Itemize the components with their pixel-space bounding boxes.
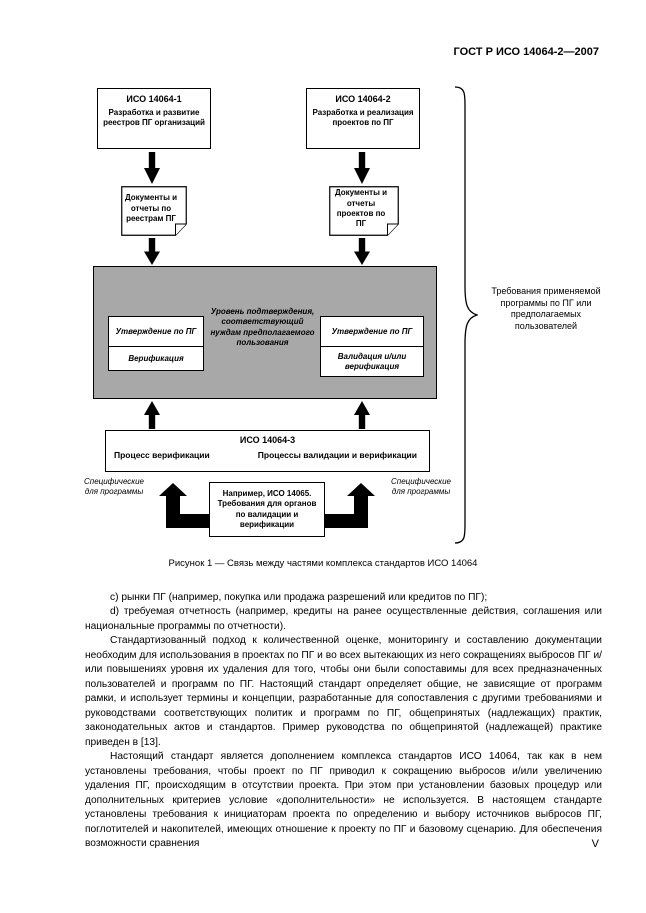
box-iso-14064-3-title: ИСО 14064-3 (239, 435, 296, 445)
assertion-box-left-top: Утверждение по ПГ (108, 316, 204, 347)
figure-caption: Рисунок 1 — Связь между частями комплекса стандартов ИСО 14064 (168, 558, 478, 569)
box-iso-14064-3 (105, 430, 430, 472)
body-text (85, 591, 602, 852)
down-arrow-icon (354, 152, 370, 184)
program-requirements-label: Требования применяемой программы по ПГ или предполагаемых пользователей (491, 286, 601, 332)
page-header: ГОСТ Р ИСО 14064-2—2007 (453, 46, 599, 58)
box-iso-14064-2 (306, 88, 420, 149)
assertion-box-right-top: Утверждение по ПГ (320, 316, 424, 347)
documents-right-label: Документы и отчеты проектов по ПГ (334, 188, 388, 229)
documents-shape-right (329, 186, 399, 236)
list-item-d: d) требуемая отчетность (например, кредиты на ранее осуществленные действия, соглашения или национальные программы по отчетности). (85, 606, 602, 632)
documents-left-label: Документы и отчеты по реестрам ПГ (124, 193, 178, 224)
paragraph-1: Стандартизованный подход к количественной оценке, мониторингу и составлению документации необходим для использования в проектах по ПГ и во всех вытекающих из него сокращениях выбросов ПГ и/или повышениях уровня их удаления для того, чтобы они были сопоставимы для всех предназначенных пользователей и программ по ПГ. Настоящий стандарт определяет общие, не зависящие от программ рамки, и использует термины и концепции, разработанные для сопоставления с другими требованиями и руководствами соответствующих политик и программ по ПГ, общепринятых (надлежащих) практик, законодательных актов и стандартов. Пример руководства по общепринятой (надлежащей) практике приведен в [13]. (85, 635, 602, 748)
program-specific-label-right: Специфические для программы (391, 477, 451, 496)
box-iso-14064-1-title: ИСО 14064-1 (126, 94, 182, 104)
validation-verification-process-label: Процессы валидации и верификации (257, 450, 417, 460)
assertion-box-right-bottom: Валидация и/или верификация (320, 346, 424, 377)
assurance-level-text: Уровень подтверждения, соответствующий нуждам предполагаемого пользования (210, 307, 315, 348)
up-arrow-icon (354, 401, 370, 429)
bent-arrow-left-icon (151, 483, 209, 537)
verification-process-label: Процесс верификации (114, 450, 210, 460)
down-arrow-icon (144, 238, 160, 265)
box-iso-14064-1 (97, 88, 211, 149)
box-iso-14064-2-body: Разработка и реализация проектов по ПГ (312, 108, 414, 127)
documents-shape-left (121, 186, 187, 236)
bent-arrow-right-icon (325, 483, 383, 537)
list-item-c: c) рынки ПГ (например, покупка или продажа разрешений или кредитов по ПГ); (110, 592, 488, 603)
gray-assertion-panel (93, 266, 437, 399)
down-arrow-icon (144, 152, 160, 184)
box-iso-14064-2-title: ИСО 14064-2 (335, 94, 391, 104)
brace-icon (452, 86, 478, 544)
program-specific-label-left: Специфические для программы (84, 477, 144, 496)
up-arrow-icon (144, 401, 160, 429)
down-arrow-icon (354, 238, 370, 265)
box-iso-14064-1-body: Разработка и развитие реестров ПГ организаций (103, 108, 205, 127)
page-number: V (591, 838, 599, 850)
assertion-box-left-bottom: Верификация (108, 346, 204, 371)
box-iso-14065: Например, ИСО 14065. Требования для органов по валидации и верификации (209, 482, 325, 537)
paragraph-2: Настоящий стандарт является дополнением комплекса стандартов ИСО 14064, так как в нем установлены требования, чтобы проект по ПГ приводил к сокращению выбросов и/или увеличению удаления ПГ, происходящим в отсутствии проекта. При этом при установлении базовых процедур или дополнительных критериев условие «дополнительности» не используется. В настоящем стандарте установлены требования к инициаторам проекта по определению и выбору источников выбросов ПГ, поглотителей и накопителей, имеющих отношение к проекту по ПГ и базовому сценарию. Для обеспечения возможности сравнения (85, 751, 602, 850)
